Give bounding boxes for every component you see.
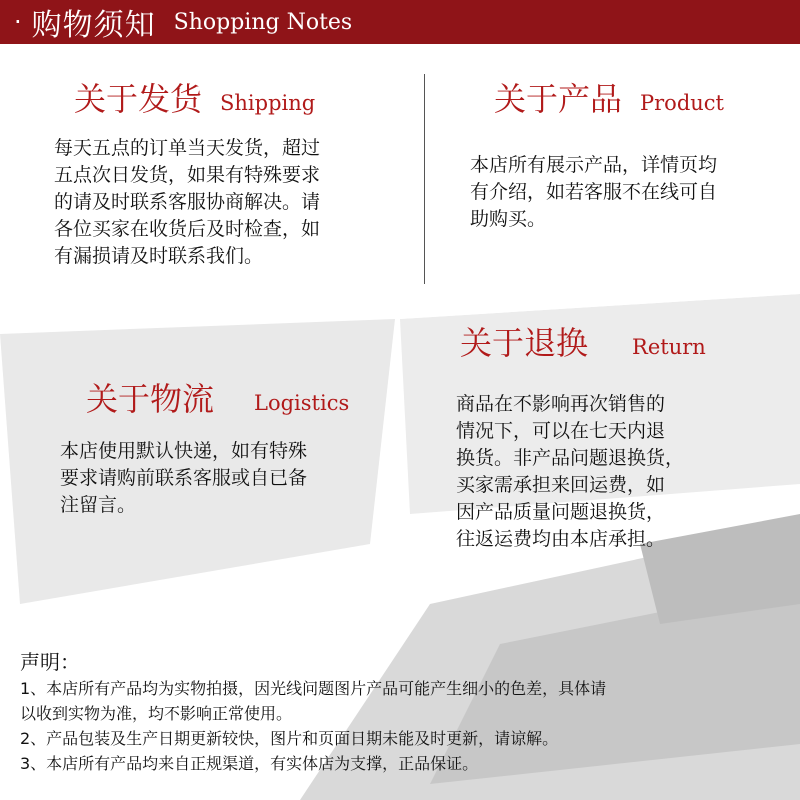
shipping-section [74, 74, 315, 120]
product-text [470, 152, 790, 233]
return-line: 换货。非产品问题退换货， [456, 447, 685, 469]
header-title-en: Shopping Notes [173, 9, 353, 35]
header-bullet: · [14, 8, 22, 36]
logistics-line: 本店使用默认快递，如有特殊 [60, 440, 308, 462]
disclaimer-line: 2、产品包装及生产日期更新较快，图片和页面日期未能及时更新，请谅解。 [20, 729, 559, 748]
return-line: 买家需承担来回运费，如 [456, 474, 666, 496]
shipping-line: 五点次日发货，如果有特殊要求 [54, 164, 321, 186]
shipping-title [74, 74, 315, 120]
return-line: 商品在不影响再次销售的 [456, 393, 666, 415]
disclaimer-line: 1、本店所有产品均为实物拍摄，因光线问题图片产品可能产生细小的色差，具体请 [20, 679, 607, 698]
return-line: 因产品质量问题退换货， [456, 501, 666, 523]
vertical-divider [424, 74, 425, 284]
return-title-cn: 关于退换 [460, 324, 589, 362]
disclaimer-section [20, 648, 790, 776]
return-line: 往返运费均由本店承担。 [456, 528, 666, 550]
product-line: 助购买。 [470, 208, 547, 230]
logistics-title [86, 374, 349, 420]
header-title-cn: 购物须知 [31, 8, 156, 43]
return-title [460, 318, 706, 364]
shipping-line: 有漏损请及时联系我们。 [54, 245, 264, 267]
header-bar [0, 0, 800, 44]
logistics-line: 注留言。 [60, 494, 137, 516]
product-title-en: Product [640, 91, 724, 115]
return-text [456, 391, 756, 553]
disclaimer-line: 以收到实物为准，均不影响正常使用。 [20, 704, 293, 723]
return-title-en: Return [632, 335, 706, 359]
logistics-title-en: Logistics [254, 391, 350, 415]
shipping-title-en: Shipping [220, 91, 316, 115]
product-section [494, 74, 724, 120]
product-line: 有介绍，如若客服不在线可自 [470, 181, 718, 203]
shipping-line: 每天五点的订单当天发货，超过 [54, 137, 321, 159]
product-line: 本店所有展示产品，详情页均 [470, 154, 718, 176]
return-section [460, 318, 706, 364]
shipping-text [54, 135, 404, 270]
logistics-line: 要求请购前联系客服或自已备 [60, 467, 308, 489]
disclaimer-title: 声明： [20, 650, 80, 674]
shipping-line: 的请及时联系客服协商解决。请 [54, 191, 321, 213]
product-title [494, 74, 724, 120]
return-line: 情况下，可以在七天内退 [456, 420, 666, 442]
product-title-cn: 关于产品 [494, 80, 623, 118]
shipping-title-cn: 关于发货 [74, 80, 203, 118]
disclaimer-line: 3、本店所有产品均来自正规渠道，有实体店为支撑，正品保证。 [20, 754, 479, 773]
logistics-title-cn: 关于物流 [86, 380, 215, 418]
shipping-line: 各位买家在收货后及时检查，如 [54, 218, 321, 240]
logistics-text [60, 438, 380, 519]
logistics-section [86, 374, 349, 420]
